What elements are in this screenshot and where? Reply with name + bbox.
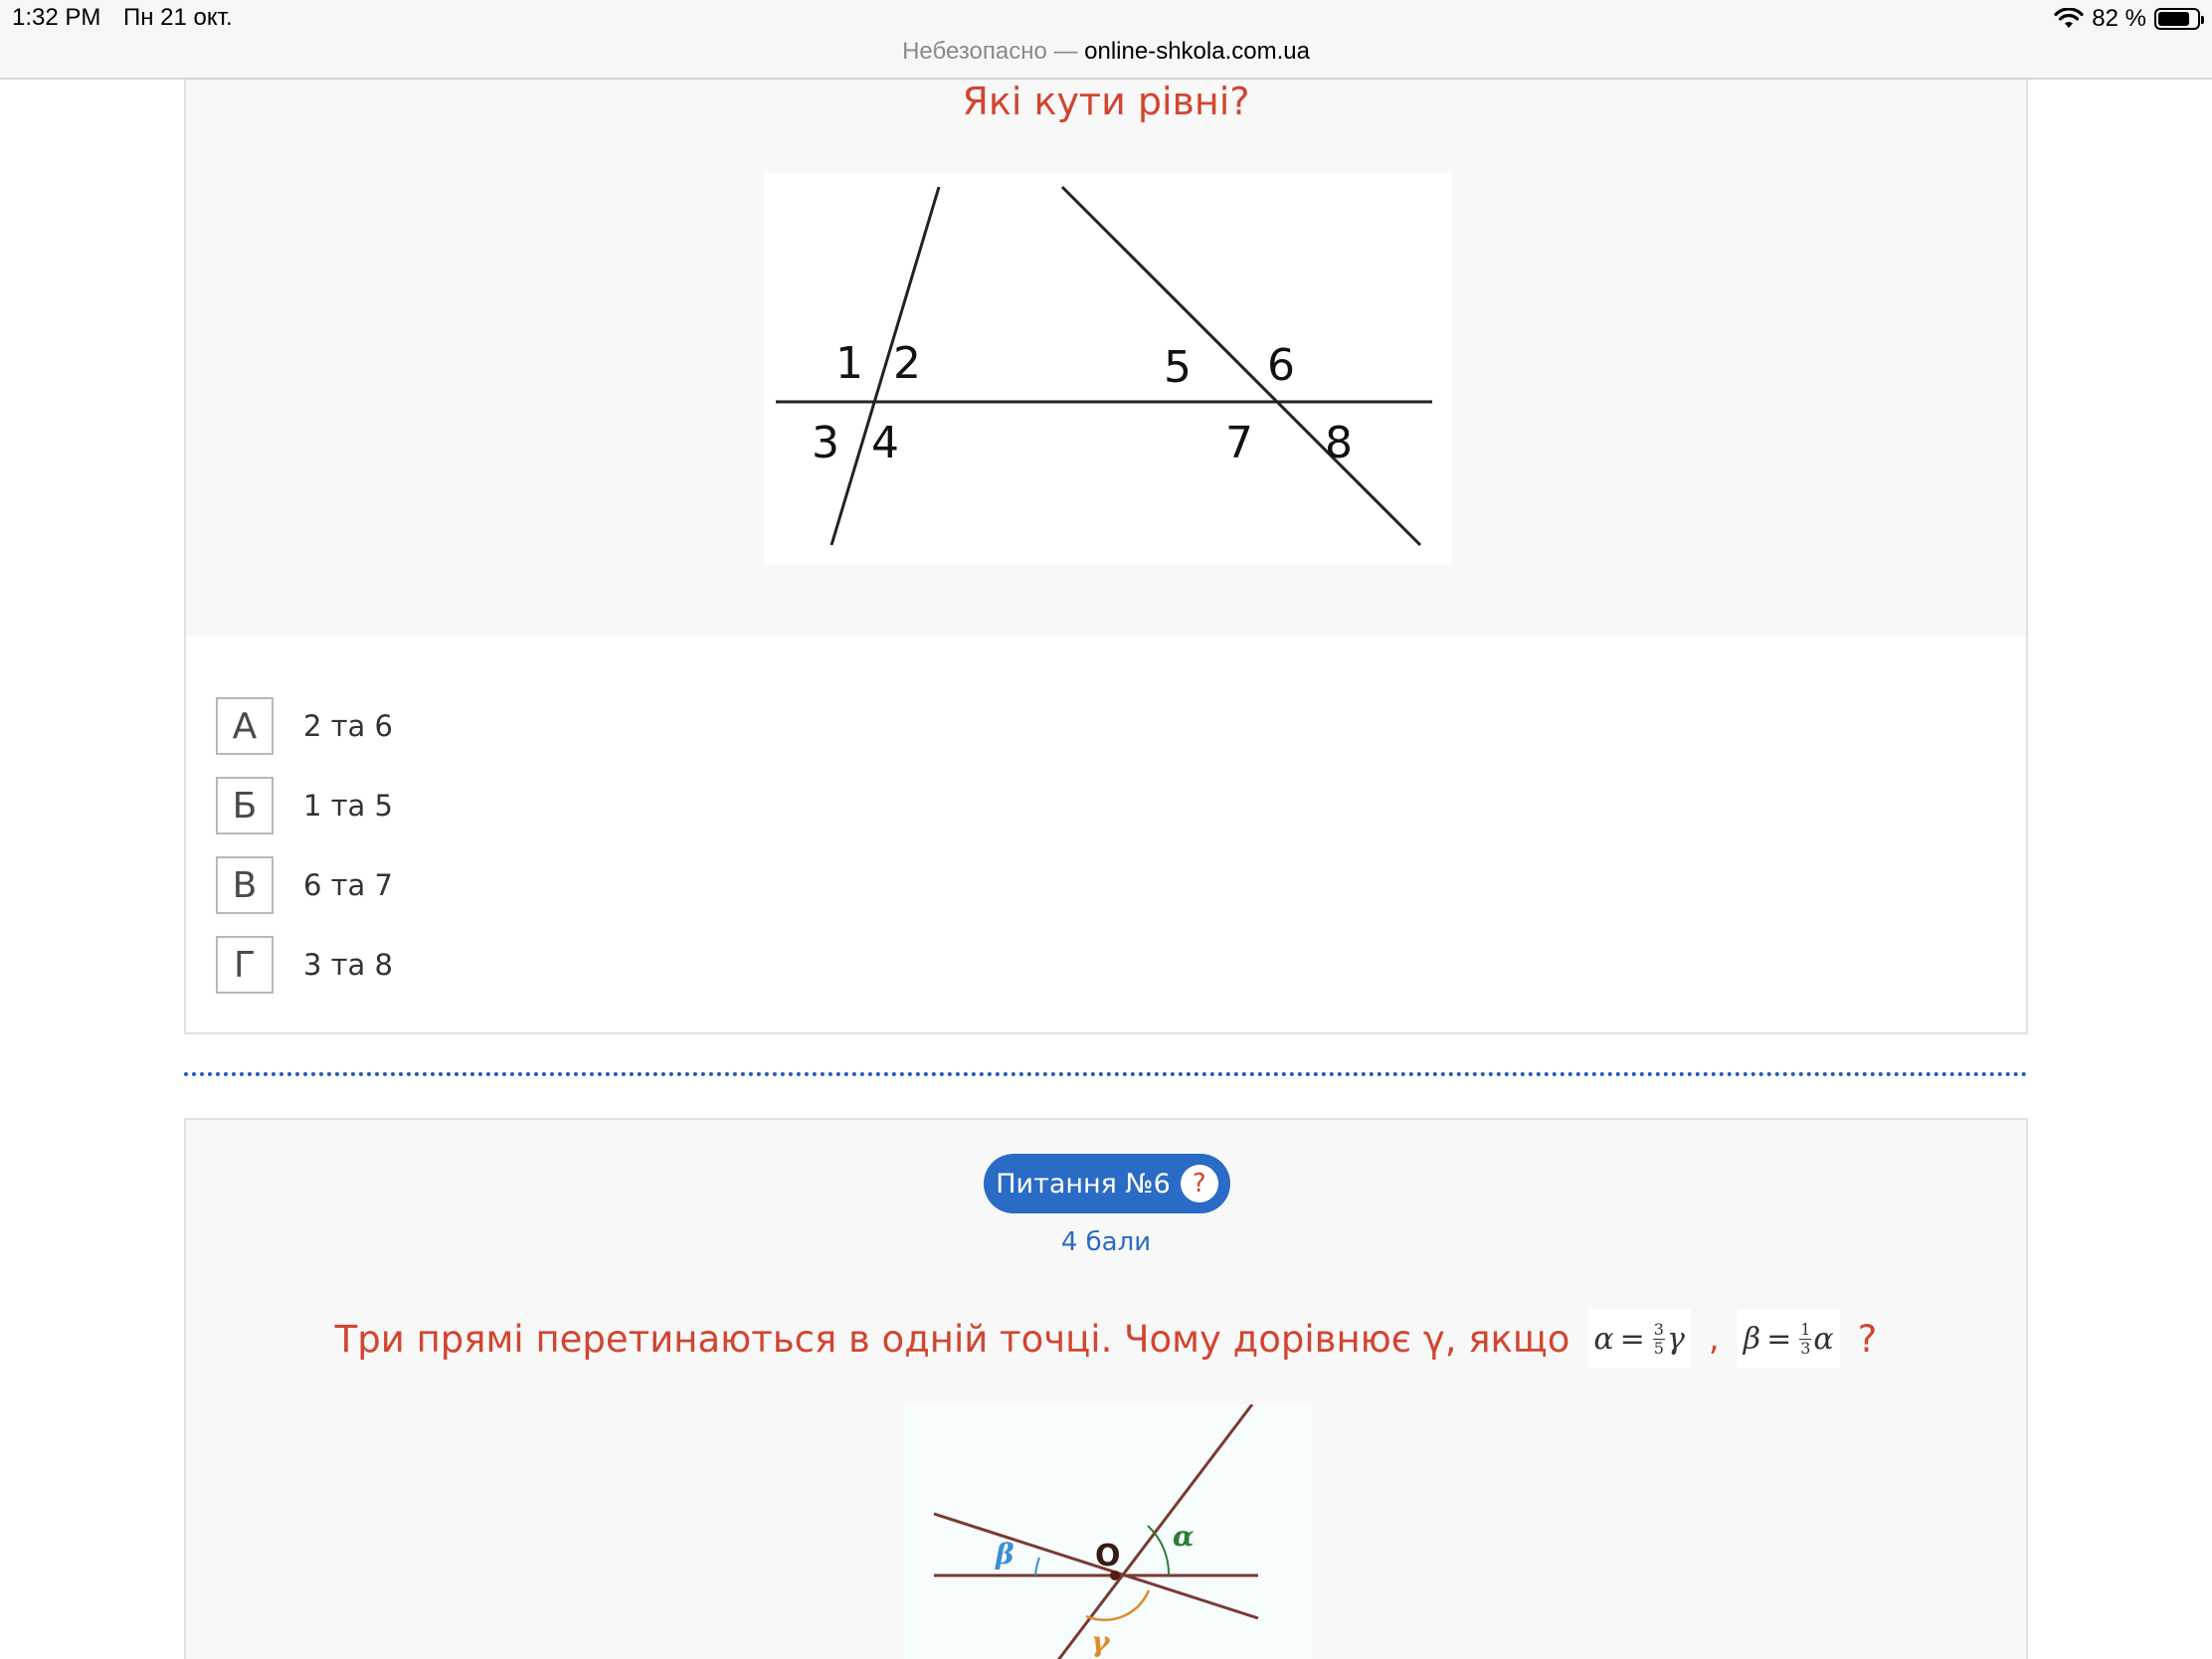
formula-separator: , — [1708, 1319, 1720, 1359]
answer-letter-box[interactable]: Б — [216, 777, 274, 834]
beta-arc — [1035, 1558, 1039, 1575]
fraction — [1653, 1321, 1665, 1358]
angle-label-3: 3 — [812, 418, 839, 468]
answer-option-g[interactable] — [216, 925, 393, 1005]
status-right — [2054, 4, 2200, 34]
question-number-badge — [984, 1154, 1230, 1213]
formula-symbol: γ — [1666, 1321, 1685, 1357]
answer-text: 3 та 8 — [303, 948, 394, 982]
insecure-label: Небезопасно — — [902, 38, 1078, 65]
status-date: Пн 21 окт. — [123, 4, 233, 31]
figure-steep-line — [1033, 1404, 1252, 1659]
answer-letter-box[interactable]: А — [216, 697, 274, 755]
three-lines-figure — [904, 1404, 1312, 1659]
angle-label-4: 4 — [871, 418, 899, 468]
formula-equals: = — [1766, 1321, 1792, 1357]
address-bar[interactable] — [0, 38, 2212, 66]
beta-label: β — [996, 1538, 1014, 1570]
answer-option-b[interactable] — [216, 766, 393, 845]
figure-right-transversal — [1062, 187, 1420, 545]
question-divider — [184, 1072, 2028, 1076]
answer-option-a[interactable] — [216, 686, 393, 766]
answer-list — [216, 686, 393, 1005]
answer-text: 2 та 6 — [303, 709, 394, 743]
alpha-arc — [1148, 1526, 1169, 1575]
answer-letter-box[interactable]: В — [216, 856, 274, 914]
question-points: 4 бали — [1060, 1227, 1152, 1257]
alpha-label: α — [1173, 1520, 1195, 1553]
formula-symbol: α — [1593, 1321, 1614, 1357]
battery-fill — [2158, 12, 2189, 26]
gamma-arc — [1086, 1590, 1149, 1620]
formula-beta — [1738, 1309, 1840, 1369]
url-host: online-shkola.com.ua — [1084, 38, 1310, 65]
angle-label-8: 8 — [1325, 418, 1353, 468]
answer-text: 6 та 7 — [303, 868, 394, 902]
angles-figure — [764, 173, 1452, 565]
question-6-card — [184, 1118, 2028, 1659]
gamma-label: γ — [1091, 1625, 1110, 1658]
fraction — [1799, 1321, 1811, 1358]
browser-top-bar — [0, 0, 2212, 80]
battery-icon — [2154, 8, 2200, 30]
formula-symbol: β — [1743, 1321, 1761, 1357]
question-5-title: Які кути рівні? — [962, 80, 1250, 123]
wifi-icon — [2054, 8, 2084, 30]
fraction-denominator: 5 — [1653, 1338, 1664, 1358]
fraction-numerator: 1 — [1800, 1319, 1811, 1339]
angle-label-5: 5 — [1164, 342, 1192, 393]
angle-label-1: 1 — [835, 338, 863, 389]
formula-alpha — [1587, 1309, 1691, 1369]
formula-symbol: α — [1813, 1321, 1834, 1357]
angle-label-2: 2 — [893, 338, 921, 389]
angle-label-6: 6 — [1267, 340, 1295, 391]
question-5-area — [186, 42, 2026, 637]
formula-equals: = — [1619, 1321, 1645, 1357]
answer-option-v[interactable] — [216, 845, 393, 925]
question-6-text: Три прямі перетинаються в одній точці. Чому дорівнює γ, якщо — [334, 1317, 1570, 1361]
fraction-numerator: 3 — [1653, 1319, 1664, 1339]
battery-percent: 82 % — [2092, 5, 2146, 32]
fraction-denominator: 3 — [1800, 1338, 1811, 1358]
question-6-title — [186, 1309, 2026, 1369]
status-time: 1:32 PM — [12, 4, 101, 31]
help-icon[interactable]: ? — [1181, 1165, 1218, 1202]
answer-letter-box[interactable]: Г — [216, 936, 274, 994]
angle-label-7: 7 — [1225, 418, 1253, 468]
answer-text: 1 та 5 — [303, 789, 394, 823]
question-number-label: Питання №6 — [996, 1168, 1171, 1199]
center-label: O — [1095, 1539, 1121, 1573]
question-5-card — [184, 40, 2028, 1034]
question-mark: ? — [1857, 1317, 1878, 1361]
